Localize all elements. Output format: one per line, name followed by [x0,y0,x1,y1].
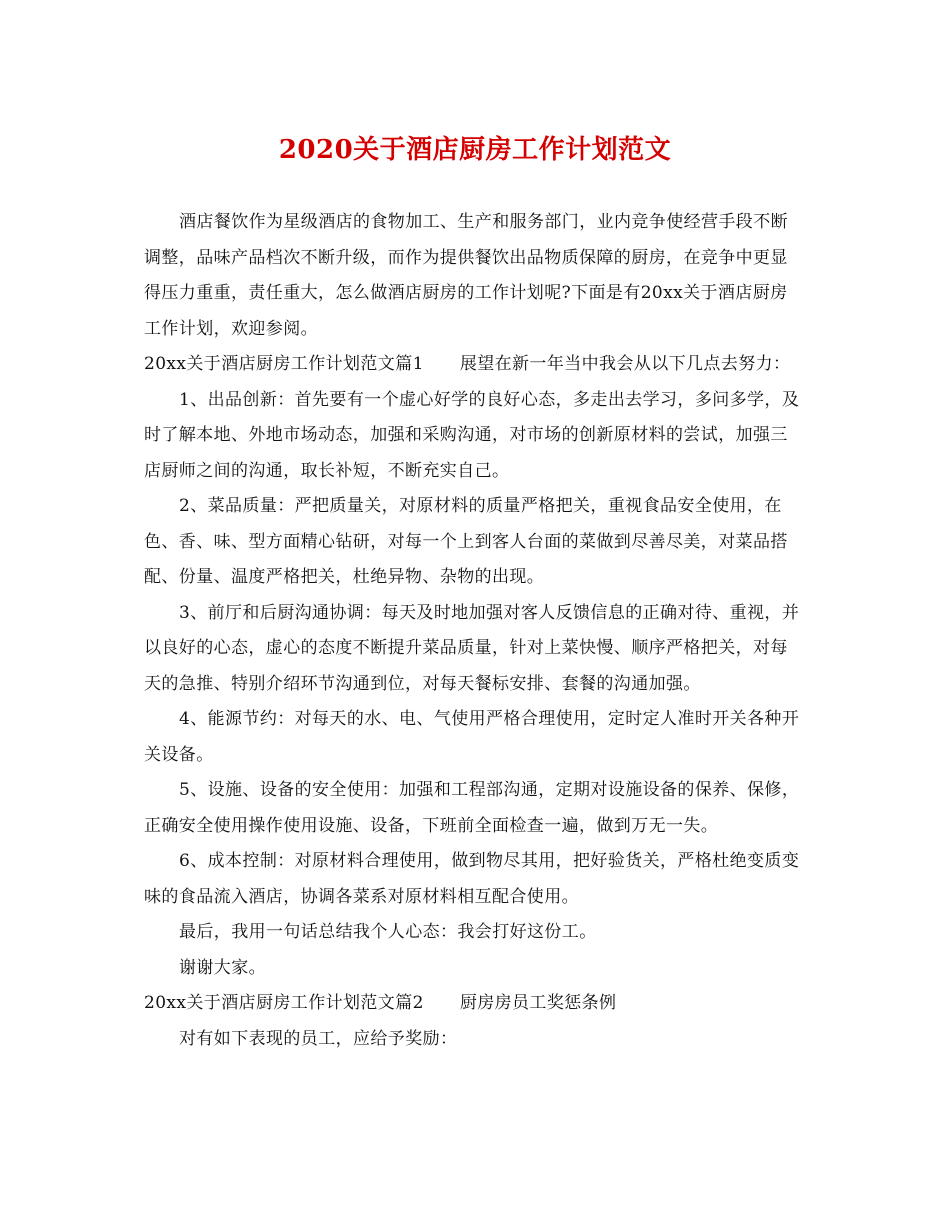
section-1-lead: 展望在新一年当中我会从以下几点去努力： [459,354,791,374]
closing-paragraph: 最后，我用一句话总结我个人心态：我会打好这份工。 [179,922,597,942]
document-title: 2020关于酒店厨房工作计划范文 [278,135,672,165]
list-item: 4、能源节约：对每天的水、电、气使用严格合理使用，定时定人准时开关各种开关设备。 [144,709,800,765]
reward-intro-paragraph: 对有如下表现的员工，应给予奖励： [179,1028,458,1049]
thanks-paragraph: 谢谢大家。 [179,957,266,978]
intro-paragraph: 酒店餐饮作为星级酒店的食物加工、生产和服务部门，业内竞争使经营手段不断调整，品味产品档次不断升级，而作为提供餐饮出品物质保障的厨房，在竞争中更显得压力重重，责任重大，怎么做酒店厨房的工作计划呢?下面是有20xx关于酒店厨房工作计划，欢迎参阅。 [144,212,788,339]
section-1-title: 20xx关于酒店厨房工作计划范文篇1 [144,354,424,374]
list-item: 1、出品创新：首先要有一个虚心好学的良好心态，多走出去学习，多问多学，及时了解本地、外地市场动态，加强和采购沟通，对市场的创新原材料的尝试，加强三店厨师之间的沟通，取长补短，不断充实自己。 [144,389,800,481]
section-2-lead: 厨房房员工奖惩条例 [459,993,617,1013]
section-2-heading [144,986,804,1022]
list-item: 2、菜品质量：严把质量关，对原材料的质量严格把关，重视食品安全使用，在色、香、味、型方面精心钻研，对每一个上到客人台面的菜做到尽善尽美，对菜品搭配、份量、温度严格把关，杜绝异物、杂物的出现。 [144,496,788,587]
list-item: 3、前厅和后厨沟通协调：每天及时地加强对客人反馈信息的正确对待、重视，并以良好的心态，虚心的态度不断提升菜品质量，针对上菜快慢、顺序严格把关，对每天的急推、特别介绍环节沟通到位，对每天餐标安排、套餐的沟通加强。 [144,602,800,694]
list-item: 6、成本控制：对原材料合理使用，做到物尽其用，把好验货关，严格杜绝变质变味的食品流入酒店，协调各菜系对原材料相互配合使用。 [144,851,800,907]
list-item: 5、设施、设备的安全使用：加强和工程部沟通，定期对设施设备的保养、保修，正确安全使用操作使用设施、设备，下班前全面检查一遍，做到万无一失。 [144,780,800,836]
document-body [144,205,804,1057]
section-2-title: 20xx关于酒店厨房工作计划范文篇2 [144,993,424,1013]
section-1-heading [144,347,804,383]
